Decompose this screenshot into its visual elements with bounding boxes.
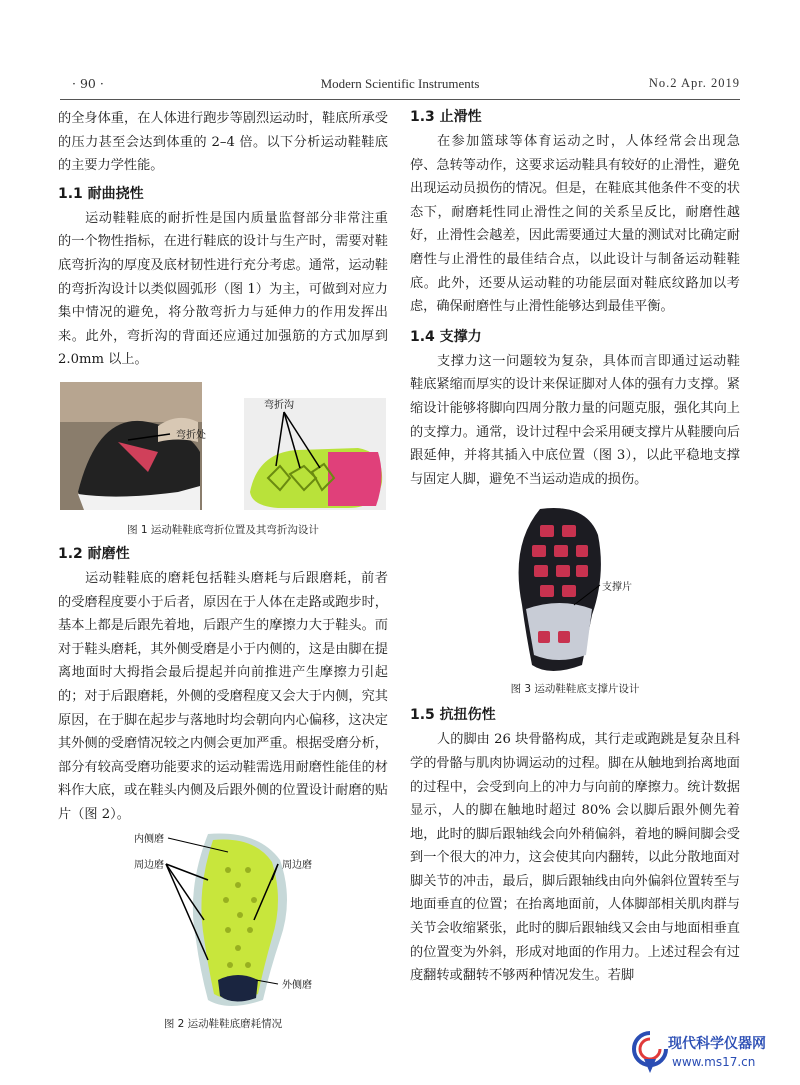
section-1-5-body: 人的脚由 26 块骨骼构成，其行走或跑跳是复杂且科学的骨骼与肌肉协调运动的过程。脚在从触地到抬离地面的过程中，会受到向上的冲力与向前的摩擦力。统计数据显示，人的脚在触地时超过 80% 会以脚后跟外侧先着地，此时的脚后跟轴线会向外稍偏斜，着地的瞬间脚会受到一个很大的冲力，这会使其向内翻转，以此分散地面对脚关节的冲击，最后，脚后跟轴线由向外偏斜位置转至与地面垂直的位置；在抬离地面前，人体脚部相关肌肉群与关节会收缩紧张，此时的脚后跟轴线又会由与地面相垂直的位置变为外斜，形成对地面的作用力。上述过程会有过度翻转或翻转不够两种情况发生。若脚 (410, 732, 740, 984)
figure-3-caption: 图 3 运动鞋鞋底支撑片设计 (510, 683, 640, 696)
site-watermark (630, 1027, 790, 1077)
figure-2-caption: 图 2 运动鞋鞋底磨耗情况 (163, 1018, 283, 1031)
figure-1 (58, 382, 388, 536)
watermark-url[interactable]: www.ms17.cn (672, 1055, 756, 1069)
figure-2-label-edge-wear-right: 周边磨 (282, 860, 312, 872)
figure-3-image (410, 505, 740, 675)
journal-title: Modern Scientific Instruments (320, 76, 480, 91)
watermark-logo-icon (630, 1029, 670, 1075)
figure-3-label-support-plate: 支撑片 (602, 582, 632, 594)
figure-2-label-inner-wear: 内侧磨 (134, 834, 164, 846)
section-1-3-body: 在参加篮球等体育运动之时，人体经常会出现急停、急转等动作，这要求运动鞋具有较好的止滑性，避免出现运动员损伤的情况。但是，在鞋底其他条件不变的状态下，耐磨耗性同止滑性之间的关系呈反比，耐磨性越好，止滑性会越差，因此需要通过大量的测试对比确定耐磨性与止滑性的最佳结合点，以此设计与制备运动鞋鞋底。此外，还要从运动鞋的功能层面对鞋底纹路加以考虑，确保耐磨性与止滑性能够达到最佳平衡。 (410, 134, 740, 315)
section-1-2-title: 1.2 耐磨性 (58, 545, 130, 562)
figure-2-label-edge-wear-left: 周边磨 (134, 860, 164, 872)
figure-2-label-outer-wear: 外侧磨 (282, 980, 312, 992)
figure-1-caption: 图 1 运动鞋鞋底弯折位置及其弯折沟设计 (127, 523, 319, 536)
section-1-4-title: 1.4 支撑力 (410, 328, 482, 345)
watermark-site-name: 现代科学仪器网 (668, 1036, 766, 1052)
section-1-2-body: 运动鞋鞋底的磨耗包括鞋头磨耗与后跟磨耗，前者的受磨程度要小于后者，原因在于人体在走路或跑步时，基本上都是后跟先着地，后跟产生的摩擦力大于鞋头。而对于鞋头磨耗，其外侧受磨是小于内侧的，这是由脚在提离地面时大拇指会最后提起并向前推进产生摩擦力引起的；对于后跟磨耗，外侧的受磨程度又会大于内侧，究其原因，在于脚在起步与落地时均会朝向内心偏移，这决定其外侧的受磨情况较之内侧会更加严重。根据受磨分析，部分有较高受磨功能要求的运动鞋需选用耐磨性能佳的材料作大底，或在鞋头内侧及后跟外侧的位置设计耐磨的贴片（图 2）。 (58, 570, 388, 822)
section-1-4-body: 支撑力这一问题较为复杂，具体而言即通过运动鞋鞋底紧缩而厚实的设计来保证脚对人体的强有力支撑。紧缩设计能够将脚向四周分散力量的问题克服，强化其向上的支撑力。通常，设计过程中会采用硬支撑片从鞋腰向后跟延伸，并将其插入中底位置（图 3），以此平稳地支撑与固定人脚，避免不当运动造成的损伤。 (410, 353, 740, 487)
page-number: · 90 · (72, 76, 104, 91)
figure-1-image (58, 382, 388, 512)
intro-paragraph: 的全身体重，在人体进行跑步等剧烈运动时，鞋底所承受的压力甚至会达到体重的 2–4 倍。以下分析运动鞋鞋底的主要力学性能。 (58, 111, 388, 174)
issue-info: No.2 Apr. 2019 (648, 76, 740, 90)
section-1-1-body: 运动鞋鞋底的耐折性是国内质量监督部分非常注重的一个物性指标，在进行鞋底的设计与生产时，需要对鞋底弯折沟的厚度及底材韧性进行充分考虑。通常，运动鞋的弯折沟设计以类似圆弧形（图 1）为主，可做到对应力集中情况的避免，将分散弯折力与延伸力的作用发挥出来。此外，弯折沟的背面还应通过加强筋的方式加厚到 2.0mm 以上。 (58, 210, 388, 368)
section-1-3-title: 1.3 止滑性 (410, 109, 482, 125)
left-column (58, 107, 388, 1030)
figure-1-label-flex-groove: 弯折沟 (264, 399, 294, 411)
section-1-5-title: 1.5 抗扭伤性 (410, 707, 496, 724)
figure-3 (410, 505, 740, 703)
right-column (410, 107, 740, 988)
figure-1-label-bend-point: 弯折处 (176, 429, 206, 441)
page-header (60, 76, 740, 96)
figure-2-image (58, 830, 388, 1010)
header-rule (60, 99, 740, 100)
section-1-1-title: 1.1 耐曲挠性 (58, 185, 144, 202)
figure-2 (58, 830, 388, 1030)
